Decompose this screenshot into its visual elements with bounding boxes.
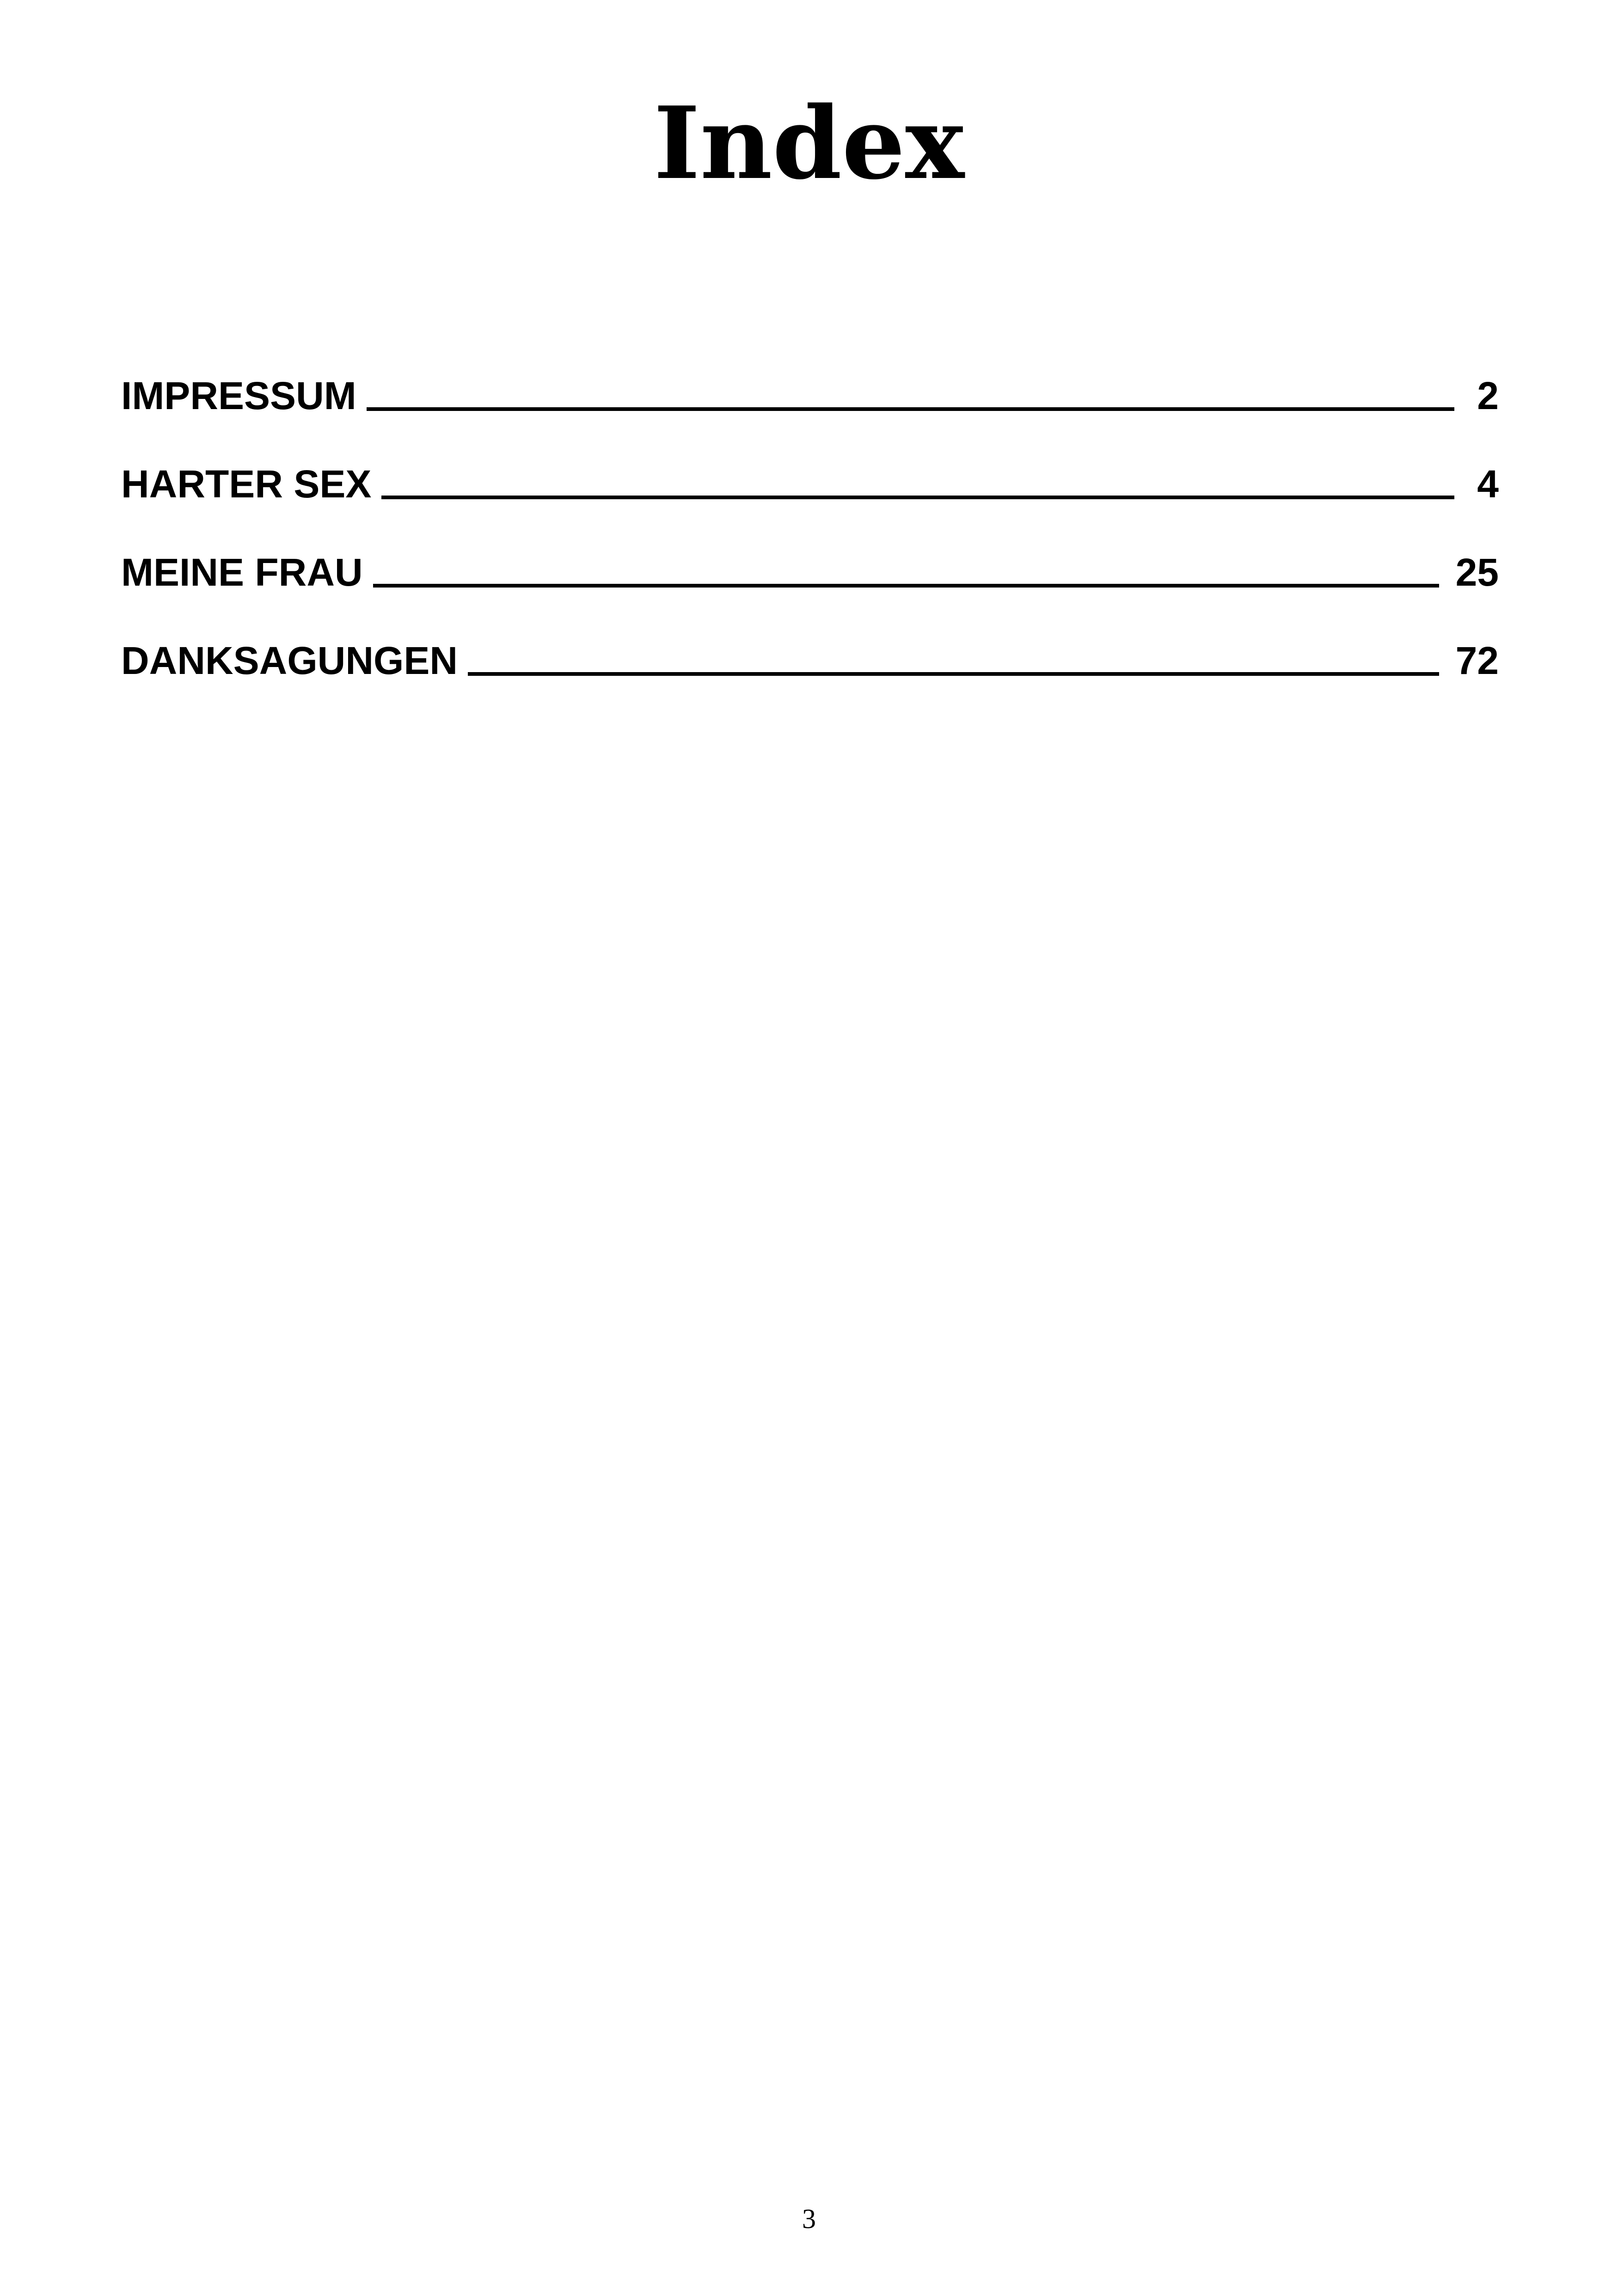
toc-entry-page: 2 — [1477, 374, 1499, 417]
table-of-contents — [121, 333, 1499, 686]
page-number: 3 — [802, 2204, 816, 2234]
toc-leader-line — [381, 496, 1454, 499]
toc-entry-page: 4 — [1477, 462, 1499, 506]
toc-leader-line — [373, 584, 1439, 588]
toc-leader-line — [468, 672, 1439, 676]
toc-entry-impressum[interactable] — [121, 333, 1499, 421]
toc-entry-label: DANKSAGUNGEN — [121, 639, 458, 682]
toc-entry-harter-sex[interactable] — [121, 421, 1499, 509]
toc-entry-label: MEINE FRAU — [121, 551, 363, 594]
toc-entry-label: HARTER SEX — [121, 462, 372, 506]
toc-entry-page: 25 — [1455, 551, 1499, 594]
page-title: Index — [653, 85, 965, 202]
toc-entry-label: IMPRESSUM — [121, 374, 356, 417]
toc-entry-meine-frau[interactable] — [121, 509, 1499, 598]
toc-entry-page: 72 — [1455, 639, 1499, 682]
toc-leader-line — [367, 407, 1454, 411]
toc-entry-danksagungen[interactable] — [121, 598, 1499, 686]
